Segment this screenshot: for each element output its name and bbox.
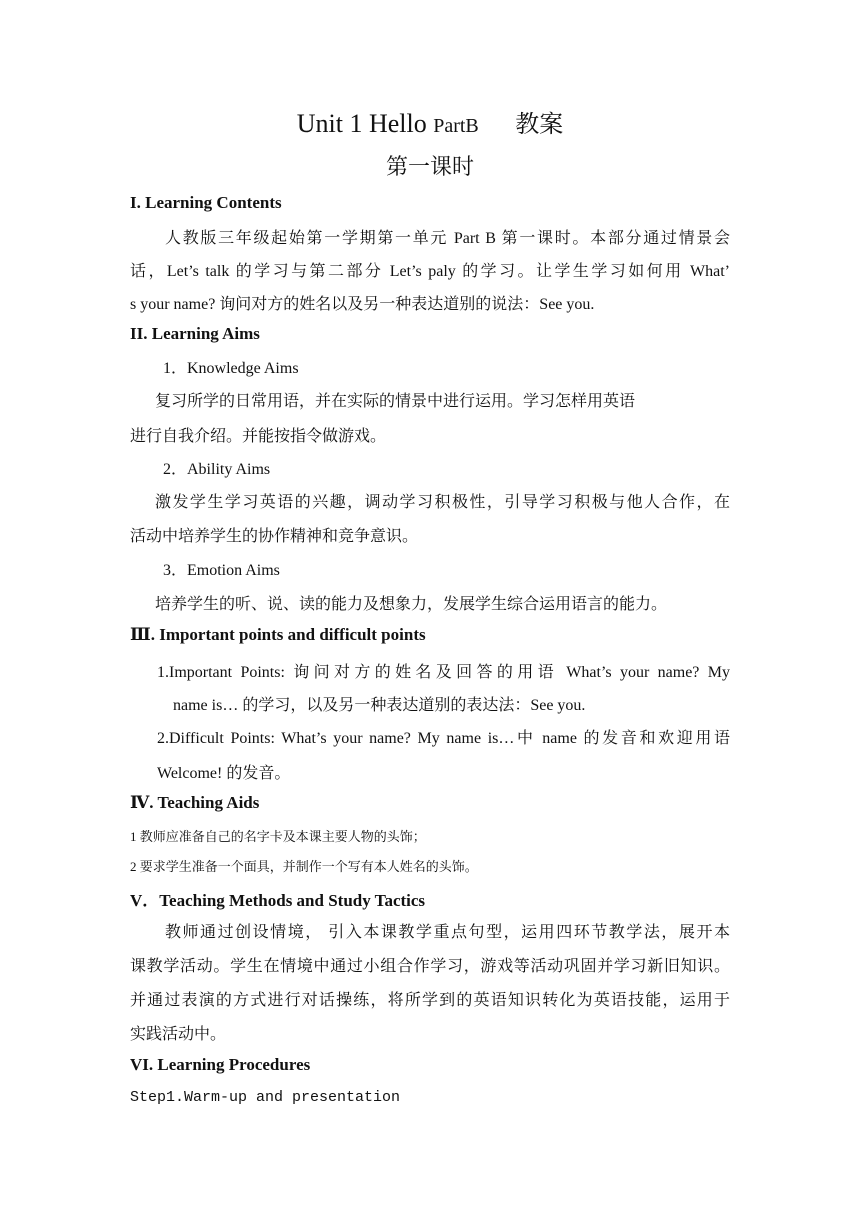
section-heading-learning-aims: II. Learning Aims [130, 324, 260, 343]
list-item: 2 要求学生准备一个面具，并制作一个写有本人姓名的头饰。 [130, 859, 478, 874]
subheading-ability-aims: 2．Ability Aims [163, 461, 271, 478]
section-heading-teaching-methods: V．Teaching Methods and Study Tactics [130, 891, 426, 910]
title-main: Unit 1 Hello [296, 109, 427, 138]
paragraph-line: 人教版三年级起始第一学期第一单元 Part B 第一课时。本部分通过情景会 [165, 230, 730, 247]
paragraph-line: 复习所学的日常用语，并在实际的情景中进行运用。学习怎样用英语 [155, 393, 636, 410]
document-title [0, 104, 860, 139]
title-part: PartB [433, 115, 479, 137]
paragraph-line: name is… 的学习，以及另一种表达道别的表达法：See you. [173, 697, 586, 714]
section-heading-teaching-aids: Ⅳ. Teaching Aids [130, 793, 260, 812]
paragraph-line: 2.Difficult Points: What’s your name? My name is…中 name 的发音和欢迎用语 [157, 730, 730, 747]
paragraph-line: 教师通过创设情境， 引入本课教学重点句型，运用四环节教学法，展开本 [165, 924, 730, 941]
paragraph-line: s your name? 询问对方的姓名以及另一种表达道别的说法：See you. [130, 296, 595, 313]
paragraph-line: 1.Important Points: 询问对方的姓名及回答的用语 What’s your name? My [157, 664, 730, 681]
subheading-knowledge-aims: 1．Knowledge Aims [163, 360, 299, 377]
paragraph-line: 培养学生的听、说、读的能力及想象力，发展学生综合运用语言的能力。 [155, 596, 668, 613]
paragraph-line: 激发学生学习英语的兴趣，调动学习积极性，引导学习积极与他人合作，在 [155, 494, 730, 511]
title-cn: 教案 [515, 112, 564, 138]
paragraph-line: 并通过表演的方式进行对话操练，将所学到的英语知识转化为英语技能，运用于 [130, 992, 730, 1009]
paragraph-line: 进行自我介绍。并能按指令做游戏。 [130, 428, 387, 445]
section-heading-learning-procedures: VI. Learning Procedures [130, 1055, 311, 1074]
paragraph-line: 实践活动中。 [130, 1026, 227, 1043]
paragraph-line: Welcome! 的发音。 [157, 765, 291, 782]
paragraph-line: 课教学活动。学生在情境中通过小组合作学习，游戏等活动巩固并学习新旧知识。 [130, 958, 730, 975]
list-item: 1 教师应准备自己的名字卡及本课主要人物的头饰； [130, 829, 426, 844]
section-heading-important-points: Ⅲ. Important points and difficult points [130, 625, 426, 644]
paragraph-line: 活动中培养学生的协作精神和竞争意识。 [130, 528, 419, 545]
paragraph-line: 话，Let’s talk 的学习与第二部分 Let’s paly 的学习。让学生学习如何用 What’ [130, 263, 730, 280]
step-heading: Step1.Warm-up and presentation [130, 1089, 401, 1106]
subheading-emotion-aims: 3．Emotion Aims [163, 562, 280, 579]
section-heading-learning-contents: I. Learning Contents [130, 193, 282, 212]
document-subtitle: 第一课时 [385, 154, 474, 179]
